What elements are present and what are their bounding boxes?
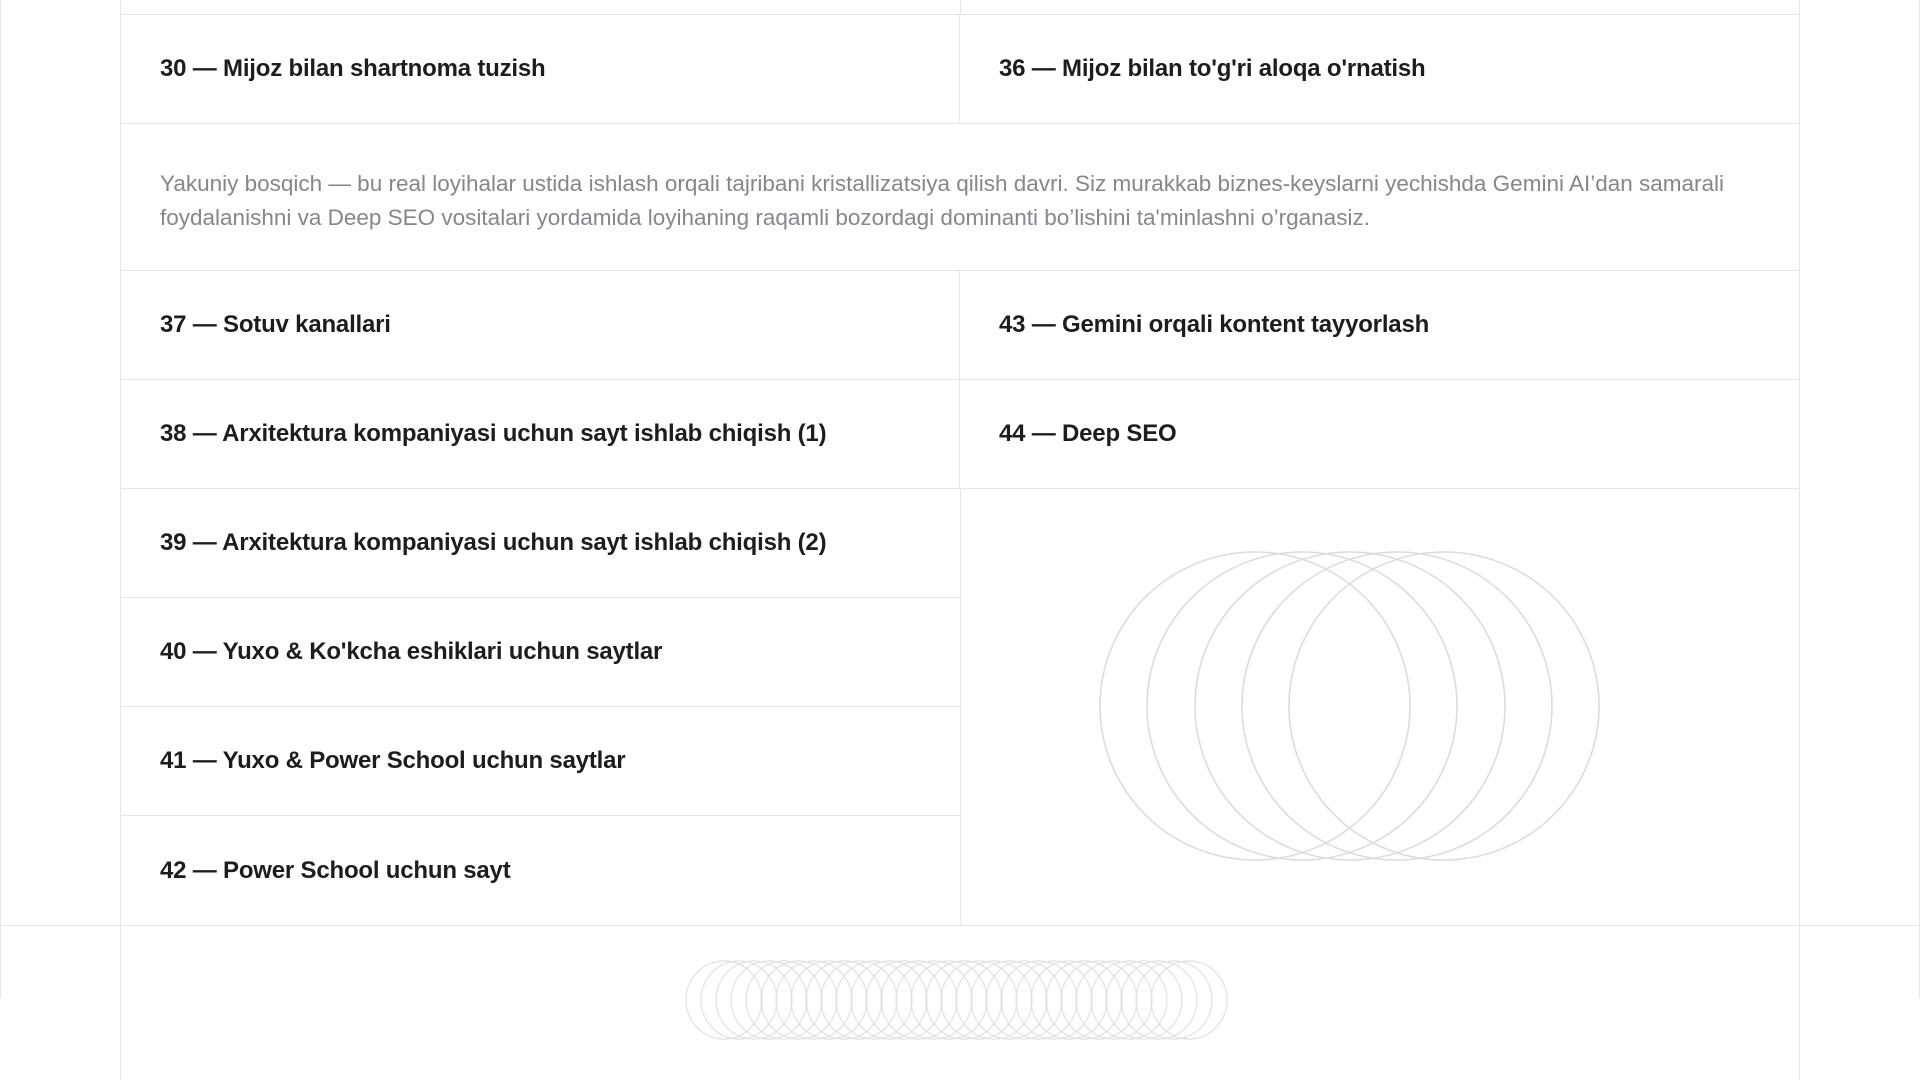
top-strip xyxy=(121,0,1799,15)
band-ring xyxy=(911,961,987,1039)
band-ring xyxy=(1016,961,1092,1039)
band-ring xyxy=(1031,961,1107,1039)
band-ring xyxy=(881,961,957,1039)
band-ring xyxy=(761,961,837,1039)
lesson-43[interactable]: 43 — Gemini orqali kontent tayyorlash xyxy=(999,311,1430,338)
band-ring xyxy=(806,961,882,1039)
band-ring xyxy=(731,961,807,1039)
lesson-39[interactable]: 39 — Arxitektura kompaniyasi uchun sayt ishlab chiqish (2) xyxy=(121,489,960,598)
band-ring xyxy=(791,961,867,1039)
band-ring xyxy=(776,961,852,1039)
band-ring xyxy=(956,961,1032,1039)
band-ring xyxy=(941,961,1017,1039)
lesson-list-left xyxy=(121,489,961,925)
band-ring xyxy=(746,961,822,1039)
band-ring xyxy=(1001,961,1077,1039)
band-ring xyxy=(1106,961,1182,1039)
page-guide-left xyxy=(0,0,1,998)
stage-description: Yakuniy bosqich — bu real loyihalar ustida ishlash orqali tajribani kristallizatsiya qilish davri. Siz murakkab biznes-keyslarni yechishda Gemini AI’dan samarali foydalanishni va Deep SEO vositalari yordamida loyihaning raqamli bozordagi dominanti bo’lishini ta'minlashni o’rganasiz. xyxy=(121,124,1799,271)
lesson-lower-block xyxy=(121,489,1799,926)
band-ring xyxy=(821,961,897,1039)
lesson-37[interactable]: 37 — Sotuv kanallari xyxy=(121,271,960,379)
band-ring xyxy=(1061,961,1137,1039)
band-ring xyxy=(1091,961,1167,1039)
band-ring xyxy=(851,961,927,1039)
lesson-44[interactable]: 44 — Deep SEO xyxy=(999,420,1177,447)
band-ring xyxy=(1046,961,1122,1039)
band-ring xyxy=(866,961,942,1039)
lesson-row-37-43 xyxy=(121,271,1799,380)
lesson-row-38-44 xyxy=(121,380,1799,489)
lesson-40[interactable]: 40 — Yuxo & Ko'kcha eshiklari uchun saytlar xyxy=(121,598,960,707)
band-ring xyxy=(1151,961,1227,1039)
curriculum-grid xyxy=(120,0,1800,1080)
band-ring xyxy=(896,961,972,1039)
band-ring xyxy=(926,961,1002,1039)
band-ring xyxy=(701,961,777,1039)
band-ring xyxy=(1121,961,1197,1039)
lesson-42[interactable]: 42 — Power School uchun sayt xyxy=(160,856,511,884)
repeating-rings-band-icon xyxy=(684,958,1236,1042)
band-ring xyxy=(716,961,792,1039)
overlapping-rings-icon xyxy=(961,489,1801,925)
band-ring xyxy=(1076,961,1152,1039)
band-ring xyxy=(836,961,912,1039)
band-ring xyxy=(986,961,1062,1039)
lesson-41[interactable]: 41 — Yuxo & Power School uchun saytlar xyxy=(121,707,960,816)
lesson-row-30-36 xyxy=(121,15,1799,124)
lesson-38[interactable]: 38 — Arxitektura kompaniyasi uchun sayt ishlab chiqish (1) xyxy=(121,380,960,488)
decor-panel xyxy=(961,489,1799,925)
lesson-30[interactable]: 30 — Mijoz bilan shartnoma tuzish xyxy=(121,15,960,123)
band-ring xyxy=(686,961,762,1039)
lesson-36[interactable]: 36 — Mijoz bilan to'g'ri aloqa o'rnatish xyxy=(999,55,1426,82)
band-ring xyxy=(1136,961,1212,1039)
band-ring xyxy=(971,961,1047,1039)
